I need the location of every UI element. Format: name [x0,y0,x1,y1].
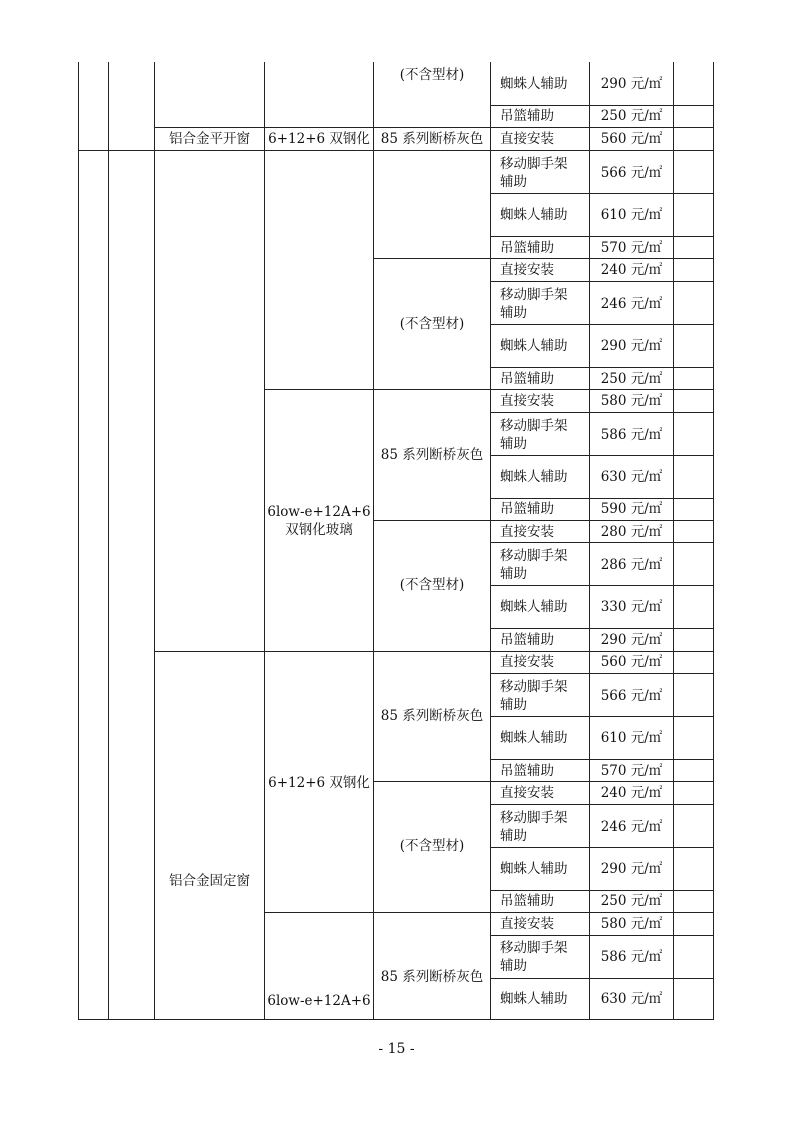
price-value: 586 元/㎡ [600,949,663,965]
profile-spec: (不含型材) [399,838,465,854]
row-divider [490,193,714,194]
column-divider [490,62,491,1019]
price-value: 290 元/㎡ [600,338,663,354]
method-label: 辅助 [500,958,527,974]
row-divider [490,324,714,325]
method-label: 辅助 [500,828,527,844]
table-border-bottom [78,1019,714,1020]
method-label: 直接安装 [500,654,554,670]
price-value: 280 元/㎡ [600,524,663,540]
glass-spec: 6low-e+12A+6 [267,993,371,1009]
row-divider [490,804,714,805]
price-value: 586 元/㎡ [600,427,663,443]
row-divider [490,542,714,543]
method-label: 直接安装 [500,785,554,801]
row-divider [490,498,714,499]
method-label: 直接安装 [500,262,554,278]
row-divider [264,389,714,390]
method-label: 吊篮辅助 [500,763,554,779]
row-divider [490,105,714,106]
price-value: 566 元/㎡ [600,165,663,181]
price-value: 330 元/㎡ [600,599,663,615]
method-label: 蜘蛛人辅助 [500,207,568,223]
row-divider [490,673,714,674]
price-value: 630 元/㎡ [600,991,663,1007]
price-value: 570 元/㎡ [600,763,663,779]
method-label: 辅助 [500,697,527,713]
method-label: 直接安装 [500,393,554,409]
window-type-casement: 铝合金平开窗 [169,131,250,147]
row-divider [490,628,714,629]
row-divider [373,781,714,782]
page-number: - 15 - [378,1041,415,1057]
row-divider [490,978,714,979]
row-divider [490,281,714,282]
price-value: 290 元/㎡ [600,76,663,92]
price-value: 580 元/㎡ [600,393,663,409]
method-label: 吊篮辅助 [500,240,554,256]
method-label: 移动脚手架 [500,156,568,172]
column-divider [373,62,374,1019]
profile-spec: (不含型材) [399,577,465,593]
price-value: 286 元/㎡ [600,557,663,573]
row-divider [490,236,714,237]
row-divider [490,585,714,586]
row-divider [373,258,714,259]
row-divider [78,150,714,151]
table-border-left [78,62,79,1019]
price-value: 570 元/㎡ [600,240,663,256]
method-label: 辅助 [500,436,527,452]
method-label: 吊篮辅助 [500,632,554,648]
method-label: 蜘蛛人辅助 [500,730,568,746]
profile-spec: (不含型材) [399,316,465,332]
row-divider [264,912,714,913]
price-value: 630 元/㎡ [600,469,663,485]
row-divider [490,716,714,717]
price-value: 250 元/㎡ [600,893,663,909]
row-divider [490,412,714,413]
method-label: 移动脚手架 [500,810,568,826]
column-divider [264,62,265,1019]
row-divider [373,520,714,521]
price-value: 246 元/㎡ [600,819,663,835]
method-label: 辅助 [500,566,527,582]
column-divider [673,62,674,1019]
price-value: 590 元/㎡ [600,501,663,517]
price-value: 250 元/㎡ [600,108,663,124]
profile-spec: 85 系列断桥灰色 [380,131,484,147]
method-label: 蜘蛛人辅助 [500,861,568,877]
profile-spec: (不含型材) [399,67,465,83]
row-divider [154,127,714,128]
glass-spec: 6low-e+12A+6 [267,504,371,520]
row-divider [490,759,714,760]
method-label: 直接安装 [500,131,554,147]
price-value: 240 元/㎡ [600,785,663,801]
price-value: 610 元/㎡ [600,730,663,746]
row-divider [154,651,714,652]
method-label: 吊篮辅助 [500,108,554,124]
row-divider [490,935,714,936]
method-label: 辅助 [500,174,527,190]
price-value: 580 元/㎡ [600,916,663,932]
glass-spec: 6+12+6 双钢化 [268,775,370,791]
price-value: 290 元/㎡ [600,632,663,648]
method-label: 移动脚手架 [500,287,568,303]
column-divider [108,62,109,1019]
table-border-right [713,62,714,1019]
method-label: 吊篮辅助 [500,501,554,517]
price-value: 246 元/㎡ [600,296,663,312]
method-label: 移动脚手架 [500,679,568,695]
method-label: 辅助 [500,305,527,321]
row-divider [490,455,714,456]
glass-spec: 6+12+6 双钢化 [268,131,370,147]
price-value: 240 元/㎡ [600,262,663,278]
price-value: 566 元/㎡ [600,688,663,704]
profile-spec: 85 系列断桥灰色 [380,969,484,985]
row-divider [490,890,714,891]
method-label: 直接安装 [500,916,554,932]
price-value: 610 元/㎡ [600,207,663,223]
method-label: 蜘蛛人辅助 [500,599,568,615]
profile-spec: 85 系列断桥灰色 [380,447,484,463]
method-label: 移动脚手架 [500,940,568,956]
price-value: 560 元/㎡ [600,654,663,670]
profile-spec: 85 系列断桥灰色 [380,708,484,724]
method-label: 蜘蛛人辅助 [500,338,568,354]
method-label: 蜘蛛人辅助 [500,469,568,485]
price-value: 250 元/㎡ [600,371,663,387]
glass-spec: 双钢化玻璃 [285,522,353,538]
method-label: 蜘蛛人辅助 [500,76,568,92]
price-value: 290 元/㎡ [600,861,663,877]
method-label: 蜘蛛人辅助 [500,991,568,1007]
method-label: 移动脚手架 [500,418,568,434]
window-type-fixed: 铝合金固定窗 [169,873,250,889]
price-value: 560 元/㎡ [600,131,663,147]
method-label: 直接安装 [500,524,554,540]
method-label: 吊篮辅助 [500,371,554,387]
method-label: 移动脚手架 [500,548,568,564]
row-divider [490,367,714,368]
method-label: 吊篮辅助 [500,893,554,909]
row-divider [490,847,714,848]
